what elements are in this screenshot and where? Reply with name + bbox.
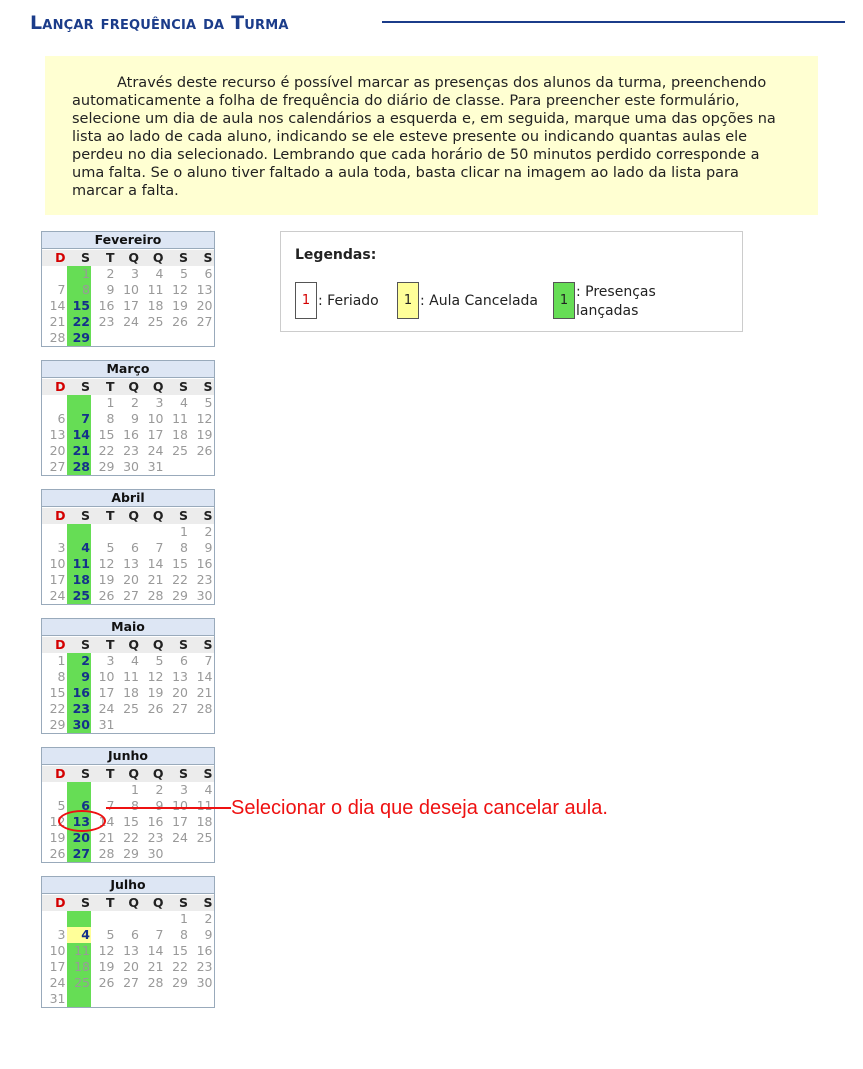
calendar-day[interactable]: 23: [196, 959, 213, 974]
calendar-day[interactable]: 15: [98, 427, 115, 442]
calendar-day[interactable]: 12: [98, 556, 115, 571]
calendar-day[interactable]: 29: [172, 975, 188, 990]
calendar-day[interactable]: 31: [98, 717, 115, 732]
calendar-day[interactable]: 10: [172, 798, 188, 813]
weekday-header: T: [91, 766, 116, 782]
calendar-day[interactable]: 26: [98, 588, 115, 603]
calendar-day[interactable]: 10: [147, 411, 164, 426]
calendar-empty-cell: [42, 524, 67, 540]
calendar-day[interactable]: 16: [98, 298, 115, 313]
calendar-empty-cell: [165, 330, 190, 346]
calendar-day[interactable]: 2: [204, 524, 213, 539]
calendar-day[interactable]: 4: [131, 653, 139, 668]
calendar-day[interactable]: 15: [49, 685, 66, 700]
weekday-header: D: [42, 895, 67, 911]
calendar-empty-cell: [116, 717, 141, 733]
calendar-day[interactable]: 23: [67, 701, 92, 717]
calendar-day[interactable]: 16: [147, 814, 164, 829]
calendar-empty-cell: [116, 330, 141, 346]
calendar-day[interactable]: 10: [49, 556, 66, 571]
calendar-day[interactable]: 22: [67, 314, 92, 330]
calendar-day[interactable]: 30: [196, 975, 213, 990]
calendar-day[interactable]: 12: [196, 411, 213, 426]
calendar-day[interactable]: 11: [196, 798, 213, 813]
weekday-header: T: [91, 250, 116, 266]
calendar-day[interactable]: 4: [204, 782, 213, 797]
calendar-day[interactable]: 18: [147, 298, 164, 313]
weekday-header: S: [165, 250, 190, 266]
calendar-day[interactable]: 25: [172, 443, 188, 458]
calendar-month-title: Julho: [42, 877, 214, 894]
calendar-month-title: Abril: [42, 490, 214, 507]
calendar-day[interactable]: 29: [49, 717, 66, 732]
calendar-day[interactable]: 21: [196, 685, 213, 700]
calendar-day[interactable]: 8: [131, 798, 139, 813]
calendar-day[interactable]: 1: [106, 395, 115, 410]
calendar-empty-cell: [67, 911, 92, 927]
calendar-day[interactable]: 10: [123, 282, 139, 297]
calendar-day[interactable]: 7: [204, 653, 213, 668]
calendar-day[interactable]: 14: [147, 943, 164, 958]
calendar-day[interactable]: 30: [147, 846, 164, 861]
calendar-day[interactable]: 5: [106, 540, 115, 555]
calendar-day[interactable]: 5: [180, 266, 188, 281]
legend-cancelled-swatch-text: 1: [403, 293, 413, 308]
annotation-circle: [58, 810, 106, 832]
calendar-day[interactable]: 4: [67, 540, 92, 556]
weekday-header: Q: [140, 637, 165, 653]
weekday-header: S: [165, 508, 190, 524]
calendar-day[interactable]: 2: [155, 782, 164, 797]
calendar-day[interactable]: 28: [49, 330, 66, 345]
calendar-empty-cell: [42, 266, 67, 282]
calendar-day[interactable]: 23: [147, 830, 164, 845]
calendar-empty-cell: [42, 395, 67, 411]
calendar-day[interactable]: 31: [49, 991, 66, 1006]
annotation-pointer-line: [106, 807, 231, 809]
calendar-day[interactable]: 6: [67, 798, 92, 814]
calendar-day[interactable]: 7: [57, 282, 66, 297]
calendar-day[interactable]: 22: [172, 572, 188, 587]
weekday-header: T: [91, 895, 116, 911]
calendar-day[interactable]: 16: [196, 943, 213, 958]
calendar-day[interactable]: 7: [155, 927, 164, 942]
calendar-day[interactable]: 9: [204, 927, 213, 942]
legend-holiday-swatch: [295, 282, 317, 319]
calendar-day[interactable]: 16: [196, 556, 213, 571]
calendar-month-title: Junho: [42, 748, 214, 765]
calendar-day[interactable]: 14: [98, 814, 115, 829]
calendar-day[interactable]: 20: [49, 443, 66, 458]
calendar-day[interactable]: 24: [49, 975, 66, 990]
calendar-day[interactable]: 30: [123, 459, 139, 474]
calendar-day[interactable]: 22: [172, 959, 188, 974]
calendar-day[interactable]: 17: [98, 685, 115, 700]
calendar-empty-cell: [91, 524, 116, 540]
calendar-day[interactable]: 27: [196, 314, 213, 329]
calendar-day[interactable]: 18: [67, 959, 92, 975]
calendar-day[interactable]: 8: [67, 282, 92, 298]
calendar-month: [41, 618, 215, 734]
calendar-day[interactable]: 5: [106, 927, 115, 942]
calendar-day[interactable]: 11: [147, 282, 164, 297]
calendar-empty-cell: [189, 991, 214, 1007]
calendar-day[interactable]: 8: [180, 540, 188, 555]
calendar-empty-cell: [189, 717, 214, 733]
calendar-day[interactable]: 19: [49, 830, 66, 845]
calendar-day[interactable]: 19: [98, 572, 115, 587]
weekday-header: D: [42, 250, 67, 266]
calendar-day[interactable]: 25: [123, 701, 139, 716]
calendar-empty-cell: [189, 459, 214, 475]
legend-box: [280, 231, 743, 332]
calendar-day[interactable]: 28: [147, 975, 164, 990]
weekday-header: S: [189, 895, 214, 911]
calendar-day[interactable]: 20: [196, 298, 213, 313]
calendar-day[interactable]: 27: [123, 975, 139, 990]
calendar-empty-cell: [42, 782, 67, 798]
calendar-day[interactable]: 28: [67, 459, 92, 475]
calendar-day[interactable]: 1: [67, 266, 92, 282]
calendar-day[interactable]: 9: [67, 669, 92, 685]
calendar-day[interactable]: 3: [57, 540, 66, 555]
weekday-header: Q: [116, 637, 141, 653]
calendar-empty-cell: [67, 782, 92, 798]
weekday-header: Q: [140, 379, 165, 395]
weekday-header: S: [67, 766, 92, 782]
calendar-day[interactable]: 31: [147, 459, 164, 474]
calendar-day[interactable]: 25: [67, 588, 92, 604]
weekday-header: Q: [140, 766, 165, 782]
calendar-day[interactable]: 1: [180, 911, 188, 926]
calendar-month: [41, 231, 215, 347]
calendar-day[interactable]: 21: [67, 443, 92, 459]
legend-holiday-label: : Feriado: [318, 293, 379, 309]
calendar-day[interactable]: 9: [131, 411, 139, 426]
calendar-empty-cell: [165, 846, 190, 862]
calendar-day[interactable]: 6: [131, 927, 139, 942]
calendar-day[interactable]: 20: [67, 830, 92, 846]
calendar-empty-cell: [67, 524, 92, 540]
calendar-day[interactable]: 29: [98, 459, 115, 474]
weekday-header: D: [42, 508, 67, 524]
calendar-day[interactable]: 28: [98, 846, 115, 861]
calendar-empty-cell: [140, 330, 165, 346]
weekday-header: Q: [140, 895, 165, 911]
calendar-day[interactable]: 19: [98, 959, 115, 974]
calendar-day[interactable]: 24: [172, 830, 188, 845]
calendar-empty-cell: [42, 911, 67, 927]
calendar-day[interactable]: 25: [147, 314, 164, 329]
calendar-day[interactable]: 24: [49, 588, 66, 603]
calendar-day[interactable]: 21: [147, 572, 164, 587]
calendar-day[interactable]: 5: [204, 395, 213, 410]
calendar-day[interactable]: 19: [147, 685, 164, 700]
calendar-day[interactable]: 15: [67, 298, 92, 314]
calendar-day[interactable]: 12: [172, 282, 188, 297]
calendar-day[interactable]: 21: [147, 959, 164, 974]
calendar-day[interactable]: 18: [172, 427, 188, 442]
legend-posted-swatch: [553, 282, 575, 319]
weekday-header: Q: [116, 766, 141, 782]
calendar-day[interactable]: 26: [196, 443, 213, 458]
calendar-day[interactable]: 8: [106, 411, 115, 426]
calendar-day[interactable]: 27: [123, 588, 139, 603]
calendar-empty-cell: [140, 524, 165, 540]
calendar-day[interactable]: 12: [147, 669, 164, 684]
calendar-day[interactable]: 25: [196, 830, 213, 845]
calendar-day[interactable]: 4: [67, 927, 92, 943]
calendar-day[interactable]: 16: [123, 427, 139, 442]
calendar-day[interactable]: 29: [172, 588, 188, 603]
calendar-day[interactable]: 18: [67, 572, 92, 588]
calendar-day[interactable]: 11: [67, 943, 92, 959]
calendar-day[interactable]: 9: [204, 540, 213, 555]
calendar-day[interactable]: 17: [147, 427, 164, 442]
calendar-month: [41, 876, 215, 1008]
calendar-day[interactable]: 26: [98, 975, 115, 990]
calendar-day[interactable]: 19: [172, 298, 188, 313]
calendar-day[interactable]: 22: [98, 443, 115, 458]
calendar-day[interactable]: 2: [131, 395, 139, 410]
calendar-day[interactable]: 23: [123, 443, 139, 458]
calendar-day[interactable]: 3: [155, 395, 164, 410]
weekday-header: Q: [140, 508, 165, 524]
calendar-empty-cell: [116, 991, 141, 1007]
calendar-grid: [42, 249, 214, 346]
calendar-day[interactable]: 23: [98, 314, 115, 329]
calendar-day[interactable]: 8: [180, 927, 188, 942]
calendar-day[interactable]: 7: [67, 411, 92, 427]
calendar-month-title: Maio: [42, 619, 214, 636]
calendar-day[interactable]: 17: [49, 959, 66, 974]
calendar-day[interactable]: 13: [67, 814, 92, 830]
page-title: Lançar frequência da Turma: [30, 12, 289, 34]
legend-cancelled-swatch: [397, 282, 419, 319]
calendar-day[interactable]: 28: [196, 701, 213, 716]
calendar-grid: [42, 894, 214, 1007]
calendar-day[interactable]: 12: [49, 814, 66, 829]
calendar-empty-cell: [140, 717, 165, 733]
calendar-day[interactable]: 4: [155, 266, 164, 281]
legend-title: Legendas:: [295, 247, 377, 263]
calendar-day[interactable]: 3: [57, 927, 66, 942]
calendar-day[interactable]: 27: [49, 459, 66, 474]
weekday-header: S: [67, 379, 92, 395]
calendar-day[interactable]: 3: [131, 266, 139, 281]
weekday-header: S: [165, 637, 190, 653]
calendar-day[interactable]: 13: [123, 556, 139, 571]
calendar-grid: [42, 636, 214, 733]
weekday-header: S: [67, 250, 92, 266]
calendar-empty-cell: [91, 782, 116, 798]
calendar-day[interactable]: 14: [67, 427, 92, 443]
calendar-day[interactable]: 13: [172, 669, 188, 684]
calendar-day[interactable]: 9: [106, 282, 115, 297]
calendar-day[interactable]: 2: [67, 653, 92, 669]
calendar-day[interactable]: 5: [57, 798, 66, 813]
calendar-day[interactable]: 14: [147, 556, 164, 571]
weekday-header: Q: [140, 250, 165, 266]
calendar-day[interactable]: 15: [172, 943, 188, 958]
calendar-day[interactable]: 14: [49, 298, 66, 313]
calendar-day[interactable]: 1: [57, 653, 66, 668]
calendar-empty-cell: [91, 330, 116, 346]
calendar-empty-cell: [140, 911, 165, 927]
calendar-day[interactable]: 13: [123, 943, 139, 958]
calendar-empty-cell: [165, 991, 190, 1007]
calendar-day[interactable]: 14: [196, 669, 213, 684]
calendar-day[interactable]: 13: [196, 282, 213, 297]
weekday-header: S: [67, 508, 92, 524]
calendar-day[interactable]: 6: [204, 266, 213, 281]
calendar-day[interactable]: 29: [67, 330, 92, 346]
calendar-day[interactable]: 20: [123, 959, 139, 974]
calendar-grid: [42, 507, 214, 604]
calendar-day[interactable]: 22: [49, 701, 66, 716]
calendar-day[interactable]: 26: [147, 701, 164, 716]
calendar-empty-cell: [189, 330, 214, 346]
calendar-empty-cell: [140, 991, 165, 1007]
calendar-day[interactable]: 3: [106, 653, 115, 668]
calendar-day[interactable]: 20: [172, 685, 188, 700]
calendar-day[interactable]: 21: [98, 830, 115, 845]
calendar-day[interactable]: 11: [123, 669, 139, 684]
weekday-header: D: [42, 766, 67, 782]
calendar-month: [41, 489, 215, 605]
title-divider: [382, 21, 845, 23]
calendar-day[interactable]: 9: [155, 798, 164, 813]
calendar-day[interactable]: 15: [123, 814, 139, 829]
calendar-month: [41, 360, 215, 476]
calendar-day[interactable]: 26: [172, 314, 188, 329]
calendar-day[interactable]: 18: [196, 814, 213, 829]
calendar-day[interactable]: 6: [180, 653, 188, 668]
calendar-empty-cell: [165, 459, 190, 475]
legend-posted-label: : Presenças lançadas: [576, 284, 656, 319]
calendar-grid: [42, 378, 214, 475]
calendar-day[interactable]: 10: [49, 943, 66, 958]
calendar-day[interactable]: 1: [180, 524, 188, 539]
calendar-day[interactable]: 2: [204, 911, 213, 926]
calendar-day[interactable]: 23: [196, 572, 213, 587]
calendar-month-title: Março: [42, 361, 214, 378]
calendar-day[interactable]: 13: [49, 427, 66, 442]
calendar-day[interactable]: 29: [123, 846, 139, 861]
calendar-empty-cell: [67, 395, 92, 411]
weekday-header: T: [91, 637, 116, 653]
calendar-day[interactable]: 10: [98, 669, 115, 684]
page-header: [30, 12, 845, 38]
calendar-day[interactable]: 20: [123, 572, 139, 587]
weekday-header: D: [42, 637, 67, 653]
calendar-day[interactable]: 11: [172, 411, 188, 426]
calendar-day[interactable]: 17: [123, 298, 139, 313]
calendar-empty-cell: [165, 717, 190, 733]
calendar-day[interactable]: 21: [49, 314, 66, 329]
calendar-day[interactable]: 16: [67, 685, 92, 701]
calendar-day[interactable]: 7: [155, 540, 164, 555]
calendar-empty-cell: [91, 911, 116, 927]
calendar-day[interactable]: 25: [67, 975, 92, 991]
calendar-day[interactable]: 17: [172, 814, 188, 829]
weekday-header: T: [91, 379, 116, 395]
calendar-day[interactable]: 30: [67, 717, 92, 733]
calendar-day[interactable]: 27: [67, 846, 92, 862]
calendar-month-title: Fevereiro: [42, 232, 214, 249]
weekday-header: S: [67, 895, 92, 911]
calendar-day[interactable]: 24: [98, 701, 115, 716]
calendar-empty-cell: [91, 991, 116, 1007]
calendar-day[interactable]: 12: [98, 943, 115, 958]
calendar-empty-cell: [189, 846, 214, 862]
weekday-header: Q: [116, 895, 141, 911]
calendar-day[interactable]: 6: [57, 411, 66, 426]
legend-posted-swatch-text: 1: [559, 293, 569, 308]
calendar-day[interactable]: 2: [106, 266, 115, 281]
calendar-day[interactable]: 17: [49, 572, 66, 587]
weekday-header: S: [67, 637, 92, 653]
weekday-header: S: [189, 766, 214, 782]
legend-holiday-swatch-text: 1: [301, 293, 311, 308]
calendar-day[interactable]: 4: [180, 395, 188, 410]
calendar-empty-cell: [67, 991, 92, 1007]
calendar-day[interactable]: 26: [49, 846, 66, 861]
calendar-empty-cell: [116, 911, 141, 927]
calendar-day[interactable]: 24: [123, 314, 139, 329]
weekday-header: Q: [116, 250, 141, 266]
calendar-day[interactable]: 27: [172, 701, 188, 716]
calendar-day[interactable]: 5: [155, 653, 164, 668]
calendar-day[interactable]: 7: [106, 798, 115, 813]
weekday-header: S: [189, 250, 214, 266]
instructions-box: Através deste recurso é possível marcar as presenças dos alunos da turma, preenchendo automaticamente a folha de frequência do diário de classe. Para preencher este formulário, selecione um dia de aula nos calendários a esquerda e, em seguida, marque uma das opções na lista ao lado de cada aluno, indicando se ele esteve presente ou indicando quantas aulas ele perdeu no dia selecionado. Lembrando que cada horário de 50 minutos perdido corresponde a uma falta. Se o aluno tiver faltado a aula toda, basta clicar na imagem ao lado da lista para marcar a falta.: [45, 56, 818, 215]
calendar-day[interactable]: 3: [180, 782, 188, 797]
weekday-header: S: [165, 379, 190, 395]
weekday-header: D: [42, 379, 67, 395]
calendar-day[interactable]: 8: [57, 669, 66, 684]
weekday-header: T: [91, 508, 116, 524]
calendar-day[interactable]: 11: [67, 556, 92, 572]
calendar-day[interactable]: 30: [196, 588, 213, 603]
annotation-text: Selecionar o dia que deseja cancelar aula.: [231, 797, 608, 819]
calendar-day[interactable]: 24: [147, 443, 164, 458]
legend-cancelled-label: : Aula Cancelada: [420, 293, 539, 309]
calendar-day[interactable]: 1: [131, 782, 139, 797]
calendar-empty-cell: [116, 524, 141, 540]
calendar-day[interactable]: 6: [131, 540, 139, 555]
weekday-header: S: [165, 895, 190, 911]
weekday-header: S: [189, 508, 214, 524]
calendar-day[interactable]: 22: [123, 830, 139, 845]
weekday-header: Q: [116, 508, 141, 524]
weekday-header: Q: [116, 379, 141, 395]
calendar-day[interactable]: 19: [196, 427, 213, 442]
weekday-header: S: [165, 766, 190, 782]
calendar-month: [41, 747, 215, 863]
weekday-header: S: [189, 637, 214, 653]
weekday-header: S: [189, 379, 214, 395]
calendar-day[interactable]: 28: [147, 588, 164, 603]
calendar-day[interactable]: 15: [172, 556, 188, 571]
calendar-day[interactable]: 18: [123, 685, 139, 700]
